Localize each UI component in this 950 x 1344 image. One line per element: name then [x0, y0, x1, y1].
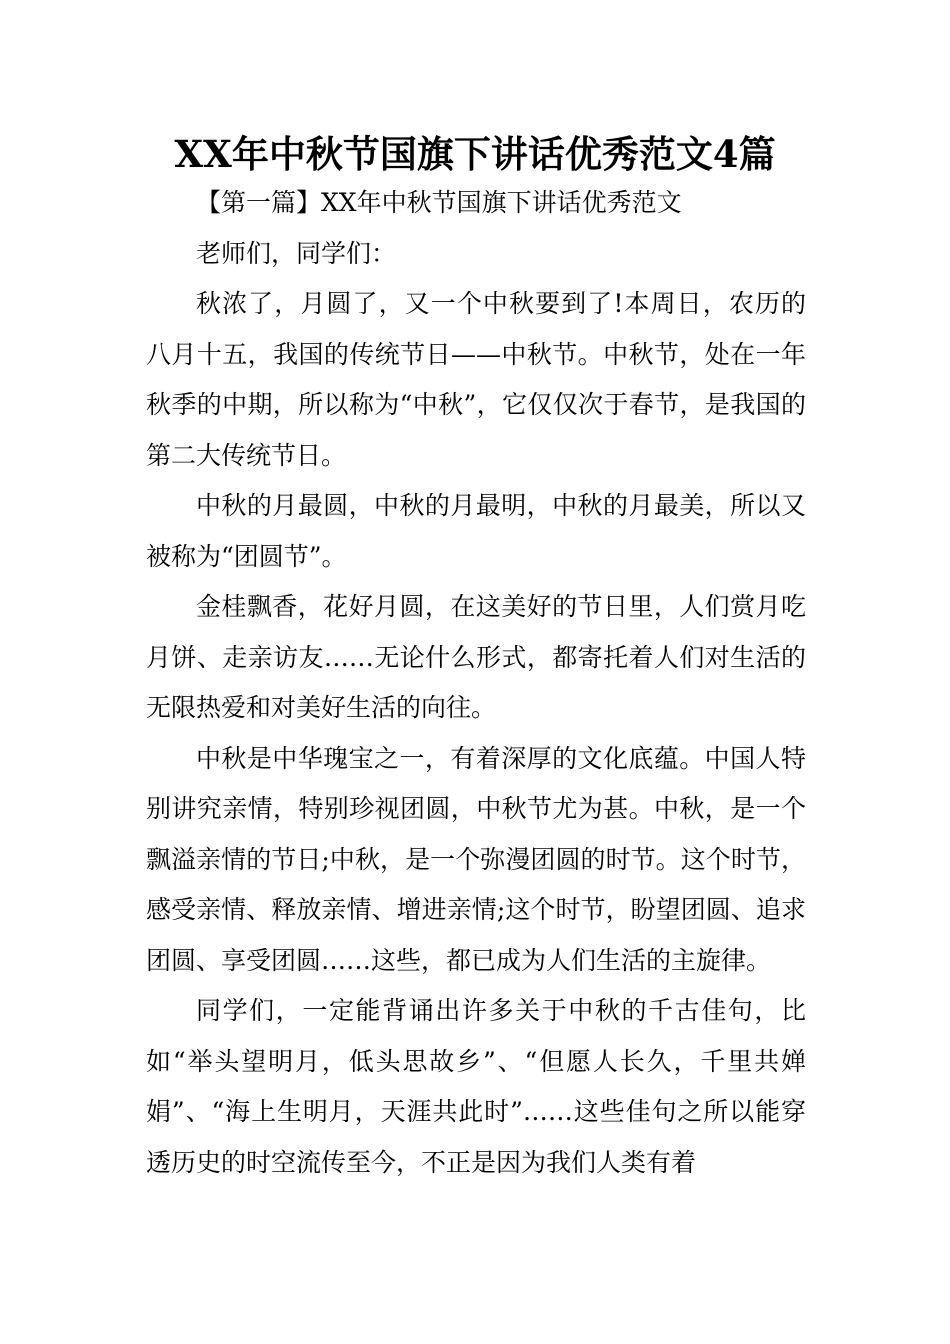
- document-title: XX年中秋节国旗下讲话优秀范文4篇: [174, 132, 776, 176]
- body-paragraph: 金桂飘香，花好月圆，在这美好的节日里，人们赏月吃月饼、走亲访友……无论什么形式，都寄托着人们对生活的无限热爱和对美好生活的向往。: [146, 592, 806, 722]
- section-heading: 【第一篇】XX年中秋节国旗下讲话优秀范文: [196, 188, 682, 217]
- body-paragraph: 中秋是中华瑰宝之一，有着深厚的文化底蕴。中国人特别讲究亲情，特别珍视团圆，中秋节尤为甚。中秋，是一个飘溢亲情的节日;中秋，是一个弥漫团圆的时节。这个时节，感受亲情、释放亲情、增进亲情;这个时节，盼望团圆、追求团圆、享受团圆……这些，都已成为人们生活的主旋律。: [146, 743, 806, 975]
- body-paragraph: 同学们，一定能背诵出许多关于中秋的千古佳句，比如“举头望明月，低头思故乡”、“但愿人长久，千里共婵娟”、“海上生明月，天涯共此时”……这些佳句之所以能穿透历史的时空流传至今，不正是因为我们人类有着: [146, 996, 806, 1177]
- body-paragraph: 中秋的月最圆，中秋的月最明，中秋的月最美，所以又被称为“团圆节”。: [146, 491, 806, 571]
- body-paragraph: 秋浓了，月圆了，又一个中秋要到了!本周日，农历的八月十五，我国的传统节日——中秋节。中秋节，处在一年秋季的中期，所以称为“中秋”，它仅仅次于春节，是我国的第二大传统节日。: [146, 289, 806, 470]
- document-body: [146, 178, 806, 1188]
- greeting-paragraph: 老师们，同学们：: [196, 238, 397, 268]
